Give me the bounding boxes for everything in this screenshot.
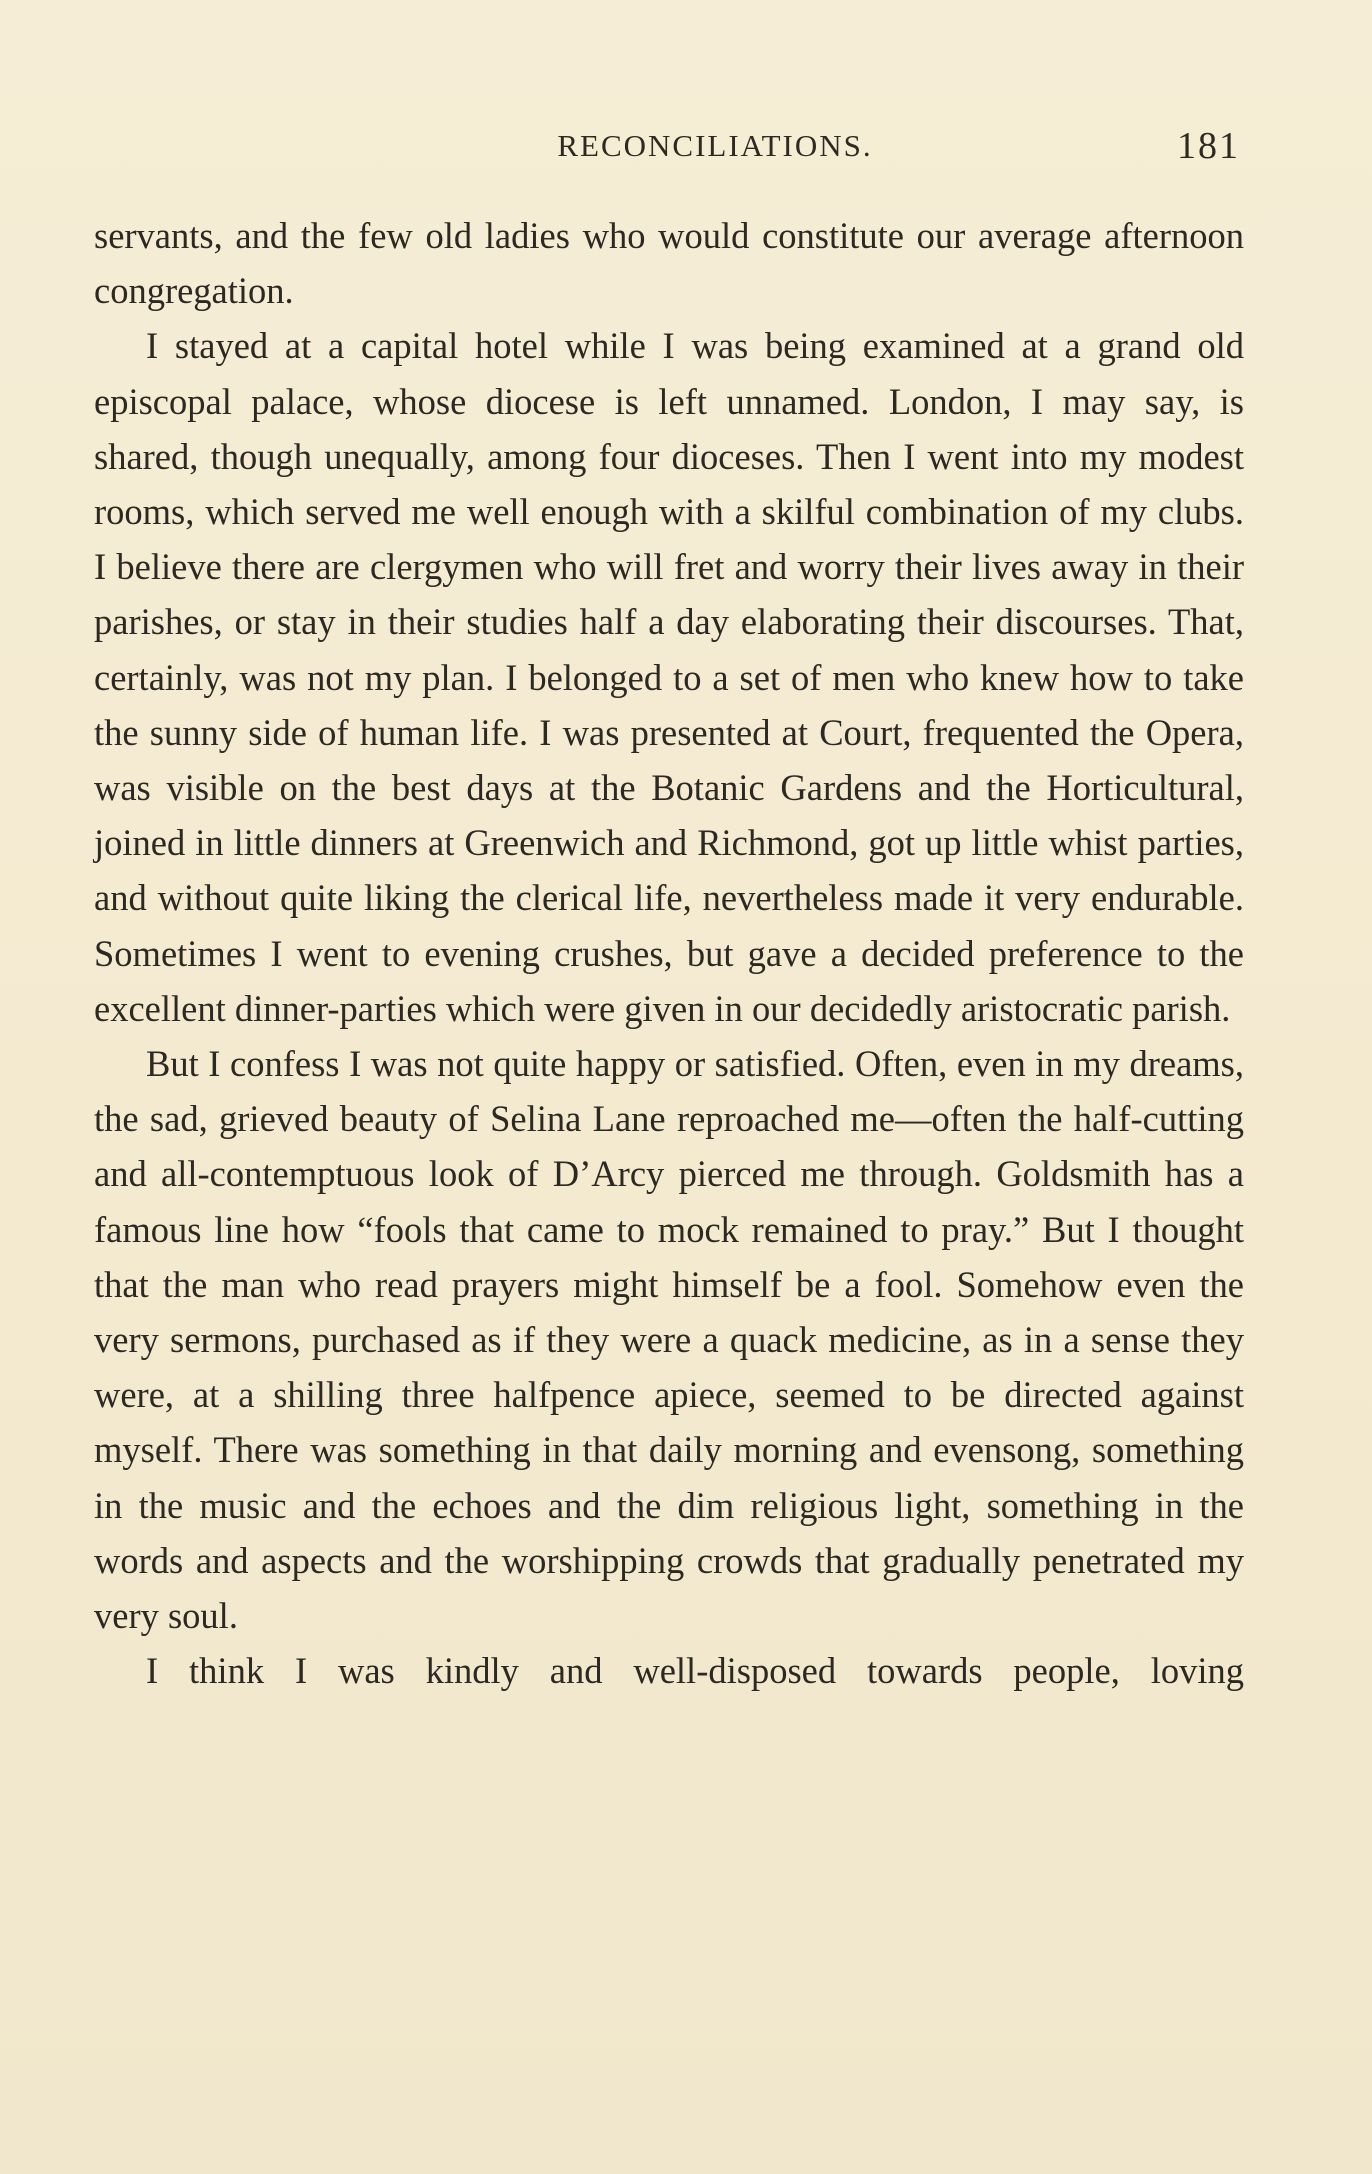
paragraph-continued: servants, and the few old ladies who would constitute our average afternoon congregation. bbox=[94, 215, 1244, 312]
paragraph-hotel: I stayed at a capital hotel while I was being examined at a grand old episcopal palace, whose diocese is left unnamed. London, I may say, is shared, though unequally, among four dioceses. Then I went into my modest rooms, which served me well enough with a skilful combination of my clubs. I believe there are clergymen who will fret and worry their lives away in their parishes, or stay in their studies half a day elaborating their discourses. That, certainly, was not my plan. I belonged to a set of men who knew how to take the sunny side of human life. I was presented at Court, frequented the Opera, was visible on the best days at the Botanic Gardens and the Horticultural, joined in little dinners at Greenwich and Richmond, got up little whist parties, and without quite liking the clerical life, nevertheless made it very endurable. Sometimes I went to evening crushes, but gave a decided preference to the excellent dinner-parties which were given in our decidedly aristocratic parish. bbox=[94, 325, 1244, 1029]
paragraph-confession: But I confess I was not quite happy or satisfied. Often, even in my dreams, the sad, grieved beauty of Selina Lane reproached me—often the half-cutting and all-contemptuous look of D’Arcy pierced me through. Goldsmith has a famous line how “fools that came to mock remained to pray.” But I thought that the man who read prayers might himself be a fool. Somehow even the very sermons, purchased as if they were a quack medicine, as in a sense they were, at a shilling three halfpence apiece, seemed to be directed against myself. There was something in that daily morning and evensong, something in the music and the echoes and the dim religious light, something in the words and aspects and the worshipping crowds that gradually penetrated my very soul. bbox=[94, 1043, 1244, 1637]
page-header bbox=[100, 118, 1240, 168]
body-text bbox=[94, 208, 1244, 1698]
page-number: 181 bbox=[1177, 125, 1240, 167]
paragraph-kindly: I think I was kindly and well-disposed towards people, loving bbox=[146, 1650, 1244, 1692]
running-head: RECONCILIATIONS. bbox=[557, 128, 873, 163]
